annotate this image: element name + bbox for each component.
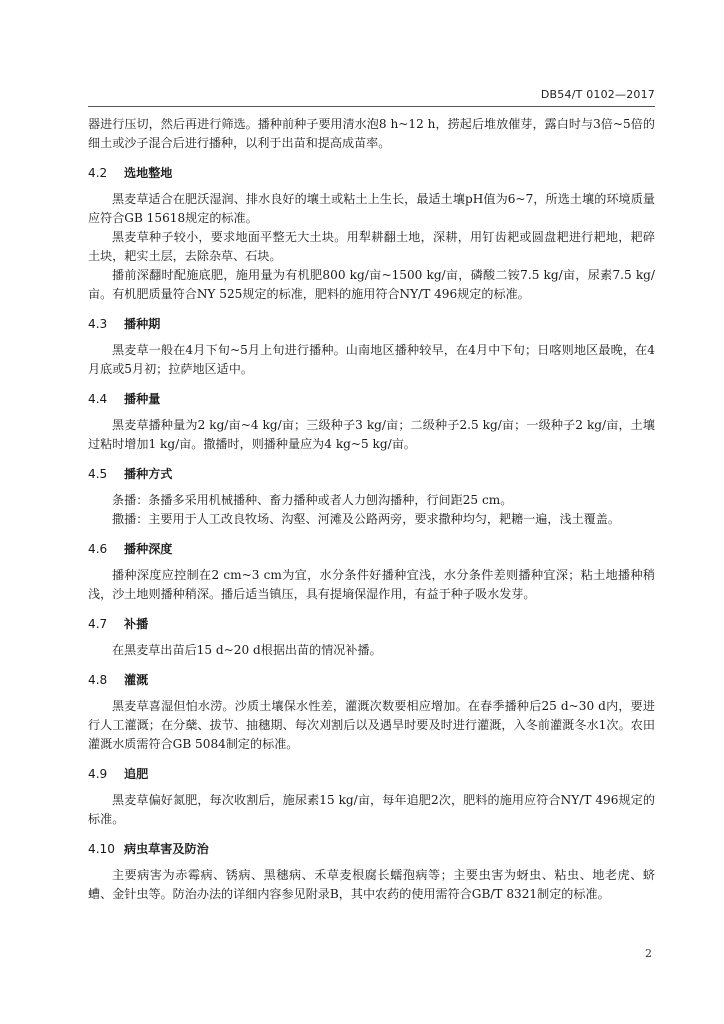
section-4-7-paragraph-1: 在黑麦草出苗后15 d~20 d根据出苗的情况补播。 <box>112 643 382 657</box>
section-title: 播种期 <box>124 317 161 331</box>
section-4-5-paragraph-2: 撒播：主要用于人工改良牧场、沟壑、河滩及公路两旁，要求撒种均匀，耙耱一遍，浅土覆盖。 <box>112 512 620 526</box>
section-number: 4.8 <box>88 673 108 687</box>
section-title: 追肥 <box>124 767 149 781</box>
section-heading-4-6 <box>88 540 655 559</box>
section-heading-4-8 <box>88 671 655 690</box>
section-title: 播种量 <box>124 392 161 406</box>
section-number: 4.5 <box>88 467 108 481</box>
section-4-2-paragraph-1: 黑麦草适合在肥沃湿润、排水良好的壤土或粘土上生长，最适土壤pH值为6~7，所选土壤的环境质量应符合GB 15618规定的标准。 <box>88 192 655 225</box>
document-code: DB54/T 0102—2017 <box>540 88 655 101</box>
section-heading-4-2 <box>88 164 655 183</box>
section-number: 4.6 <box>88 542 108 556</box>
section-title: 播种方式 <box>124 467 173 481</box>
section-heading-4-3 <box>88 315 655 334</box>
section-heading-4-7 <box>88 615 655 634</box>
document-body <box>88 115 655 904</box>
page-number: 2 <box>645 947 652 960</box>
section-4-3-paragraph-1: 黑麦草一般在4月下旬~5月上旬进行播种。山南地区播种较早，在4月中下旬；日喀则地区最晚，在4月底或5月初；拉萨地区适中。 <box>88 343 655 376</box>
section-4-5-paragraph-1: 条播：条播多采用机械播种、畜力播种或者人力刨沟播种，行间距25 cm。 <box>112 493 513 507</box>
section-number: 4.10 <box>88 842 115 856</box>
section-heading-4-9 <box>88 765 655 784</box>
section-number: 4.3 <box>88 317 108 331</box>
section-heading-4-4 <box>88 390 655 409</box>
section-heading-4-10 <box>88 840 655 859</box>
section-number: 4.2 <box>88 166 108 180</box>
section-4-2-paragraph-3: 播前深翻时配施底肥，施用量为有机肥800 kg/亩~1500 kg/亩，磷酸二铵7.5 kg/亩，尿素7.5 kg/亩。有机肥质量符合NY 525规定的标准，肥料的施用符合NY/T 496规定的标准。 <box>88 268 655 301</box>
section-4-9-paragraph-1: 黑麦草偏好氮肥，每次收割后，施尿素15 kg/亩，每年追肥2次，肥料的施用应符合NY/T 496规定的标准。 <box>88 793 655 826</box>
section-4-8-paragraph-1: 黑麦草喜湿但怕水涝。沙质土壤保水性差，灌溉次数要相应增加。在春季播种后25 d~30 d内，要进行人工灌溉；在分蘖、拔节、抽穗期、每次刈割后以及遇旱时要及时进行灌溉，入冬前灌溉冬水1次。农田灌溉水质需符合GB 5084制定的标准。 <box>88 699 655 751</box>
section-title: 播种深度 <box>124 542 173 556</box>
section-number: 4.7 <box>88 617 108 631</box>
section-title: 灌溉 <box>124 673 149 687</box>
section-4-6-paragraph-1: 播种深度应控制在2 cm~3 cm为宜，水分条件好播种宜浅，水分条件差则播种宜深；粘土地播种稍浅，沙土地则播种稍深。播后适当镇压，具有提墒保湿作用，有益于种子吸水发芽。 <box>88 568 655 601</box>
section-4-10-paragraph-1: 主要病害为赤霉病、锈病、黑穗病、禾草麦根腐长蠕孢病等；主要虫害为蚜虫、粘虫、地老虎、蛴螬、金针虫等。防治办法的详细内容参见附录B，其中农药的使用需符合GB/T 8321制定的标准。 <box>88 868 655 901</box>
section-number: 4.9 <box>88 767 108 781</box>
section-heading-4-5 <box>88 465 655 484</box>
header-divider <box>88 106 655 107</box>
section-title: 补播 <box>124 617 149 631</box>
section-title: 选地整地 <box>124 166 173 180</box>
intro-paragraph: 器进行压切，然后再进行筛选。播种前种子要用清水泡8 h~12 h，捞起后堆放催芽，露白时与3倍~5倍的细土或沙子混合后进行播种，以利于出苗和提高成苗率。 <box>88 117 655 150</box>
section-title: 病虫草害及防治 <box>124 842 209 856</box>
section-4-4-paragraph-1: 黑麦草播种量为2 kg/亩~4 kg/亩；三级种子3 kg/亩；二级种子2.5 kg/亩；一级种子2 kg/亩，土壤过粘时增加1 kg/亩。撒播时，则播种量应为4 kg~5 kg/亩。 <box>88 418 655 451</box>
section-number: 4.4 <box>88 392 108 406</box>
section-4-2-paragraph-2: 黑麦草种子较小，要求地面平整无大土块。用犁耕翻土地，深耕，用钉齿耙或圆盘耙进行耙地，耙碎土块，耙实土层，去除杂草、石块。 <box>88 230 655 263</box>
